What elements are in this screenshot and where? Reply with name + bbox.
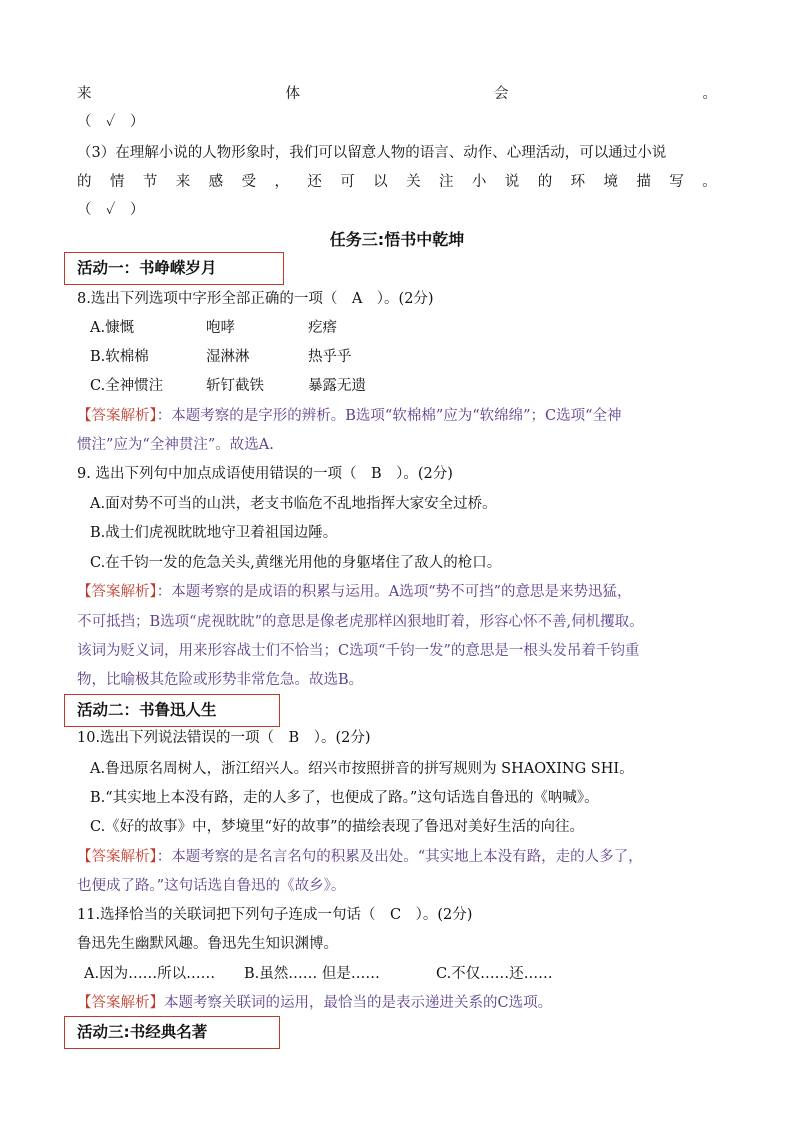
char: 小 bbox=[471, 174, 487, 190]
q8-b-3: 热乎乎 bbox=[308, 349, 352, 365]
char: ， bbox=[274, 174, 289, 190]
analysis-text: ：本题考察的是名言名句的积累及出处。“其实地上本没有路，走的人多了， bbox=[156, 849, 643, 865]
q8-option-c bbox=[90, 376, 366, 396]
char: 关 bbox=[406, 174, 421, 190]
q10-analysis-line-2: 也便成了路。”这句话选自鲁迅的《故乡》。 bbox=[77, 878, 346, 894]
analysis-text: ：本题考察的是成语的积累与运用。A选项“势不可挡”的意思是来势迅猛， bbox=[156, 584, 632, 600]
char: 体 bbox=[285, 86, 300, 102]
q9-option-b: B.战士们虎视眈眈地守卫着祖国边陲。 bbox=[90, 525, 338, 541]
q8-a-3: 疙瘩 bbox=[308, 320, 337, 336]
q11-options bbox=[84, 964, 553, 984]
q8-b-1: B.软棉棉 bbox=[90, 349, 149, 365]
char: 的 bbox=[77, 174, 92, 190]
q8-analysis-line-2: 惯注”应为“全神贯注”。故选A. bbox=[77, 437, 274, 453]
q8-b-2: 湿淋淋 bbox=[206, 349, 250, 365]
q11-stem: 11.选择恰当的关联词把下列句子连成一句话（ C ）。(2分) bbox=[77, 907, 473, 923]
q10-analysis-line-1 bbox=[77, 847, 643, 867]
q8-analysis-line-1 bbox=[77, 406, 622, 426]
q9-stem: 9. 选出下列句中加点成语使用错误的一项（ B ）。(2分) bbox=[77, 466, 453, 482]
q9-option-c: C.在千钧一发的危急关头,黄继光用他的身躯堵住了敌人的枪口。 bbox=[90, 555, 502, 571]
q10-option-c: C.《好的故事》中，梦境里“好的故事”的描绘表现了鲁迅对美好生活的向往。 bbox=[90, 819, 585, 835]
char: 说 bbox=[504, 174, 520, 190]
q9-analysis-line-3: 该词为贬义词，用来形容战士们不恰当；C选项“千钧一发”的意思是一根头发吊着千钧重 bbox=[77, 643, 640, 659]
q8-a-2: 咆哮 bbox=[206, 320, 235, 336]
activity-3-title: 活动三:书经典名著 bbox=[64, 1016, 280, 1049]
q9-analysis-line-2: 不可抵挡；B选项“虎视眈眈”的意思是像老虎那样凶狠地盯着，形容心怀不善,伺机攫取。 bbox=[77, 614, 644, 630]
item-3-line-1: （3）在理解小说的人物形象时，我们可以留意人物的语言、动作、心理活动，可以通过小说 bbox=[77, 145, 667, 161]
char: 境 bbox=[603, 174, 618, 190]
char: 情 bbox=[109, 174, 125, 190]
q8-c-3: 暴露无遗 bbox=[308, 378, 366, 394]
check-mark-2: （ ✓ ） bbox=[77, 202, 145, 218]
char: 来 bbox=[175, 174, 191, 190]
char: 感 bbox=[208, 174, 224, 190]
q11-option-c: C.不仅……还…… bbox=[436, 966, 553, 982]
analysis-text: ：本题考察的是字形的辨析。B选项“软棉棉”应为“软绵绵”；C选项“全神 bbox=[156, 408, 622, 424]
char: 环 bbox=[570, 174, 586, 190]
char: 以 bbox=[373, 174, 388, 190]
char: 还 bbox=[307, 174, 322, 190]
q8-option-b bbox=[90, 347, 352, 367]
q10-stem: 10.选出下列说法错误的一项（ B ）。(2分) bbox=[77, 730, 371, 746]
activity-1-title: 活动一：书峥嵘岁月 bbox=[64, 252, 284, 285]
item-3-line-2 bbox=[77, 172, 717, 192]
q8-stem: 8.选出下列选项中字形全部正确的一项（ A ）。(2分) bbox=[77, 291, 434, 307]
q8-c-1: C.全神惯注 bbox=[90, 378, 164, 394]
q11-option-a: A.因为……所以…… bbox=[84, 966, 216, 982]
spread-line-1 bbox=[77, 84, 717, 104]
char: 。 bbox=[702, 174, 717, 190]
q11-analysis-line-1 bbox=[77, 993, 552, 1013]
q11-sentence: 鲁迅先生幽默风趣。鲁迅先生知识渊博。 bbox=[77, 936, 338, 952]
check-mark-1: （ ✓ ） bbox=[77, 114, 145, 130]
q9-analysis-line-1 bbox=[77, 582, 632, 602]
analysis-tag: 【答案解析】 bbox=[77, 995, 164, 1011]
q9-option-a: A.面对势不可当的山洪，老支书临危不乱地指挥大家安全过桥。 bbox=[90, 496, 497, 512]
char: 受 bbox=[241, 174, 257, 190]
q8-a-1: A.慷慨 bbox=[90, 320, 135, 336]
analysis-tag: 【答案解析】 bbox=[77, 584, 157, 600]
task-title: 任务三:悟书中乾坤 bbox=[329, 230, 465, 249]
activity-2-title: 活动二：书鲁迅人生 bbox=[64, 694, 280, 727]
char: 写 bbox=[669, 174, 684, 190]
analysis-text: 本题考察关联词的运用，最恰当的是表示递进关系的C选项。 bbox=[164, 995, 553, 1011]
char: 来 bbox=[77, 86, 92, 102]
analysis-tag: 【答案解析】 bbox=[77, 408, 157, 424]
char: 的 bbox=[537, 174, 553, 190]
char: 节 bbox=[142, 174, 158, 190]
char: 会 bbox=[494, 86, 509, 102]
q8-option-a bbox=[90, 318, 337, 338]
q11-option-b: B.虽然…… 但是…… bbox=[244, 966, 380, 982]
q10-option-a: A.鲁迅原名周树人，浙江绍兴人。绍兴市按照拼音的拼写规则为 SHAOXING SHI。 bbox=[90, 761, 634, 777]
char: 描 bbox=[636, 174, 651, 190]
q8-c-2: 斩钉截铁 bbox=[206, 378, 264, 394]
char: 。 bbox=[702, 86, 717, 102]
char: 注 bbox=[438, 174, 454, 190]
q10-option-b: B.“其实地上本没有路，走的人多了，也便成了路。”这句话选自鲁迅的《呐喊》。 bbox=[90, 790, 599, 806]
char: 可 bbox=[340, 174, 355, 190]
analysis-tag: 【答案解析】 bbox=[77, 849, 157, 865]
q9-analysis-line-4: 物，比喻极其危险或形势非常危急。故选B。 bbox=[77, 672, 364, 688]
